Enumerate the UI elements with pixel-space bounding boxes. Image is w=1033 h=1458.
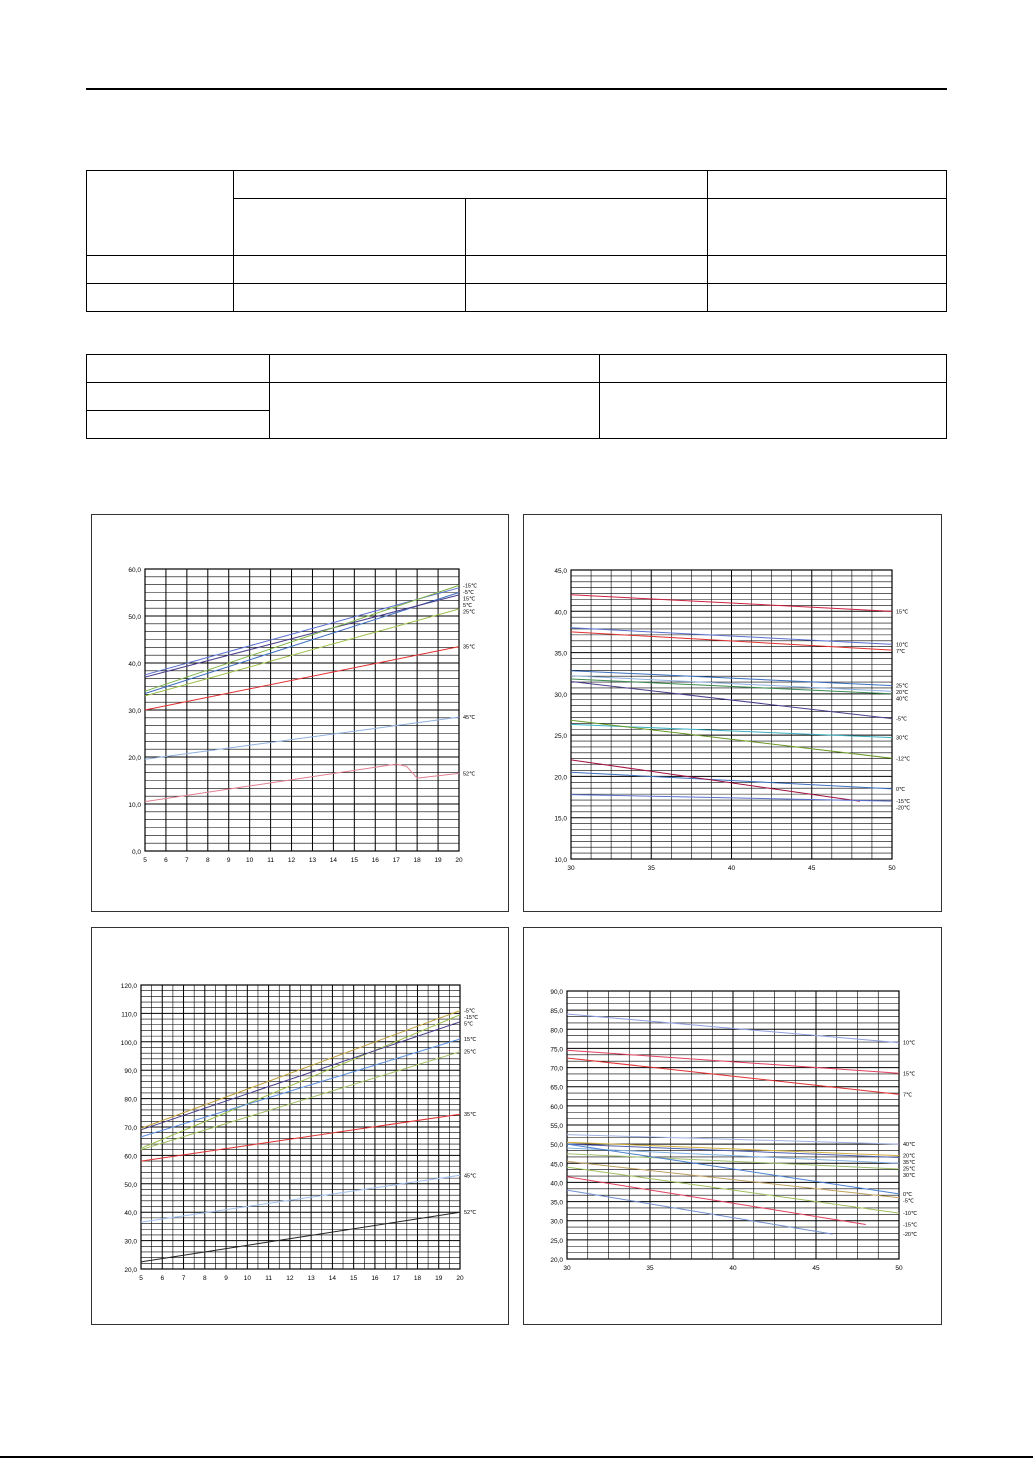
y-tick-label: 35,0 — [554, 650, 567, 658]
y-tick-label: 90,0 — [124, 1068, 137, 1076]
gridlines — [141, 985, 460, 1269]
y-tick-label: 50,0 — [128, 614, 141, 621]
table1-cell — [233, 256, 465, 284]
series-line-3 — [145, 595, 459, 677]
chart-panel-4 — [523, 927, 942, 1325]
series-label: 0℃ — [896, 786, 906, 793]
series-label: 10℃ — [903, 1040, 916, 1047]
y-tick-label: 70,0 — [550, 1065, 563, 1073]
x-tick-label: 10 — [243, 1275, 251, 1282]
x-tick-label: 30 — [563, 1265, 571, 1272]
y-tick-label: 65,0 — [550, 1084, 563, 1092]
x-tick-label: 35 — [646, 1265, 654, 1272]
x-tick-label: 17 — [392, 857, 400, 864]
y-tick-label: 60,0 — [550, 1103, 563, 1111]
x-tick-label: 35 — [647, 865, 655, 872]
series-label: 40℃ — [896, 696, 909, 703]
series-label: 35℃ — [464, 1112, 477, 1119]
series-label: 52℃ — [463, 771, 476, 778]
series-label: -5℃ — [903, 1198, 915, 1205]
series-label: 35℃ — [903, 1160, 916, 1167]
x-tick-label: 6 — [164, 857, 168, 864]
y-tick-label: 85,0 — [550, 1008, 563, 1016]
gridlines — [567, 991, 899, 1259]
x-tick-label: 9 — [226, 857, 231, 864]
series-label: -5℃ — [464, 1008, 476, 1015]
series-label: -5℃ — [463, 589, 475, 596]
y-tick-label: 40,0 — [554, 609, 567, 617]
y-tick-label: 110,0 — [121, 1011, 137, 1019]
series-label: 7℃ — [903, 1092, 913, 1099]
y-tick-label: 75,0 — [550, 1046, 563, 1054]
x-tick-label: 18 — [413, 1275, 422, 1282]
spec-table-2 — [86, 354, 947, 439]
chart-panel-3 — [91, 927, 509, 1325]
y-tick-label: 35,0 — [550, 1199, 563, 1207]
series-label: 7℃ — [896, 648, 906, 655]
x-tick-label: 15 — [350, 1275, 358, 1282]
x-tick-label: 40 — [727, 865, 736, 872]
table1-cell — [708, 171, 947, 199]
series-label: 5℃ — [464, 1021, 474, 1028]
series-line-7 — [145, 717, 459, 759]
series-label: -15℃ — [463, 583, 478, 590]
x-tick-label: 13 — [308, 857, 317, 864]
y-tick-label: 60,0 — [128, 567, 141, 574]
y-tick-label: 30,0 — [128, 708, 141, 715]
y-tick-label: 90,0 — [550, 989, 563, 996]
y-tick-label: 45,0 — [554, 568, 567, 575]
x-tick-label: 16 — [371, 857, 379, 864]
y-tick-label: 20,0 — [124, 1267, 137, 1274]
x-tick-label: 20 — [456, 1275, 464, 1282]
x-tick-label: 45 — [812, 1265, 820, 1272]
series-line-4 — [145, 585, 459, 691]
y-tick-label: 15,0 — [554, 815, 567, 823]
table1-cell — [708, 256, 947, 284]
series-label: -15℃ — [464, 1015, 479, 1022]
series-label: 15℃ — [463, 596, 476, 603]
y-tick-label: 40,0 — [124, 1210, 137, 1218]
x-tick-label: 8 — [205, 857, 210, 864]
x-tick-label: 30 — [567, 865, 575, 872]
table1-cell — [233, 199, 465, 256]
x-tick-label: 50 — [888, 865, 896, 872]
series-label: 25℃ — [903, 1166, 916, 1173]
series-label: 0℃ — [903, 1191, 913, 1198]
x-tick-label: 50 — [895, 1265, 903, 1272]
table1-cell — [87, 284, 234, 312]
x-tick-label: 14 — [329, 857, 338, 864]
series-label: 25℃ — [896, 683, 909, 690]
table1-cell — [87, 171, 234, 256]
x-tick-label: 18 — [413, 857, 421, 864]
y-tick-label: 40,0 — [550, 1180, 563, 1188]
series-label: 15℃ — [464, 1036, 477, 1043]
x-tick-label: 8 — [202, 1275, 207, 1282]
series-line-5 — [145, 609, 459, 696]
y-tick-label: 20,0 — [554, 774, 567, 782]
x-tick-label: 6 — [160, 1275, 165, 1282]
x-tick-label: 16 — [371, 1275, 379, 1282]
x-tick-label: 19 — [434, 857, 442, 864]
x-tick-label: 17 — [392, 1275, 400, 1282]
table1-cell — [708, 284, 947, 312]
table2-cell — [269, 383, 600, 439]
x-tick-label: 7 — [181, 1275, 186, 1282]
table1-cell — [233, 171, 707, 199]
x-tick-label: 12 — [287, 857, 296, 864]
y-tick-label: 10,0 — [554, 857, 567, 864]
x-tick-label: 5 — [139, 1275, 143, 1282]
series-label: 35℃ — [463, 644, 476, 651]
series-label: -20℃ — [903, 1232, 918, 1239]
y-tick-label: 30,0 — [554, 691, 567, 699]
table1-cell — [708, 199, 947, 256]
table2-cell — [87, 411, 270, 439]
series-label: 30℃ — [896, 735, 909, 742]
y-tick-label: 80,0 — [124, 1096, 137, 1104]
table2-cell — [600, 355, 947, 383]
chart-panel-2 — [523, 514, 942, 912]
y-tick-label: 45,0 — [550, 1161, 563, 1169]
x-tick-label: 45 — [808, 865, 816, 872]
x-tick-label: 5 — [143, 857, 147, 864]
series-label: 15℃ — [903, 1071, 916, 1078]
y-tick-label: 50,0 — [550, 1142, 563, 1150]
table1-cell — [465, 284, 708, 312]
table2-cell — [600, 383, 947, 439]
y-tick-label: 30,0 — [124, 1238, 137, 1246]
series-label: -10℃ — [903, 1211, 918, 1218]
y-tick-label: 25,0 — [554, 733, 567, 741]
y-tick-label: 80,0 — [550, 1027, 563, 1035]
series-label: -15℃ — [896, 799, 911, 806]
table2-cell — [87, 383, 270, 411]
y-tick-label: 25,0 — [550, 1237, 563, 1245]
series-label: 52℃ — [464, 1210, 477, 1217]
y-tick-label: 30,0 — [550, 1218, 563, 1226]
x-tick-label: 9 — [224, 1275, 228, 1282]
table1-cell — [465, 199, 708, 256]
series-label: -15℃ — [903, 1222, 918, 1229]
x-tick-label: 13 — [307, 1275, 315, 1282]
gridlines — [145, 569, 459, 851]
table2-cell — [269, 355, 600, 383]
y-tick-label: 10,0 — [128, 802, 141, 809]
line-chart-1 — [92, 515, 508, 911]
series-label: -12℃ — [896, 756, 911, 763]
series-label: -20℃ — [896, 805, 911, 812]
series-label: 25℃ — [464, 1049, 477, 1056]
series-label: 20℃ — [896, 690, 909, 697]
series-label: -5℃ — [896, 716, 908, 723]
x-tick-label: 20 — [455, 857, 463, 864]
series-line-12 — [567, 1177, 866, 1225]
y-tick-label: 70,0 — [124, 1125, 137, 1132]
series-label: 25℃ — [463, 609, 476, 616]
line-chart-4 — [524, 928, 941, 1324]
series-label: 45℃ — [463, 715, 476, 722]
series-label: 20℃ — [903, 1153, 916, 1160]
y-tick-label: 60,0 — [124, 1153, 137, 1161]
series-line-13 — [567, 1190, 833, 1234]
x-tick-label: 7 — [185, 857, 189, 864]
line-chart-2 — [524, 515, 941, 911]
series-label: 30℃ — [903, 1173, 916, 1180]
series-label: 40℃ — [903, 1142, 916, 1149]
table1-cell — [465, 256, 708, 284]
line-chart-3 — [92, 928, 508, 1324]
table1-cell — [233, 284, 465, 312]
series-label: 5℃ — [463, 602, 473, 609]
y-tick-label: 100,0 — [120, 1039, 137, 1047]
page-header-rule — [86, 88, 947, 90]
y-tick-label: 0,0 — [131, 849, 141, 856]
table1-cell — [87, 256, 234, 284]
y-tick-label: 20,0 — [128, 755, 141, 762]
chart-panel-1 — [91, 514, 509, 912]
spec-table-1 — [86, 170, 947, 312]
x-tick-label: 12 — [286, 1275, 294, 1282]
x-tick-label: 14 — [328, 1275, 337, 1282]
gridlines — [571, 570, 892, 859]
x-tick-label: 19 — [435, 1275, 443, 1282]
y-tick-label: 50,0 — [124, 1181, 137, 1189]
y-tick-label: 40,0 — [128, 661, 141, 668]
y-tick-label: 20,0 — [550, 1257, 563, 1264]
table2-cell — [87, 355, 270, 383]
x-tick-label: 40 — [729, 1265, 737, 1272]
x-tick-label: 11 — [267, 857, 274, 864]
x-tick-label: 10 — [246, 857, 254, 864]
y-tick-label: 55,0 — [550, 1123, 563, 1130]
series-label: 15℃ — [896, 609, 909, 616]
series-label: 45℃ — [464, 1173, 477, 1180]
x-tick-label: 11 — [265, 1275, 272, 1282]
x-tick-label: 15 — [350, 857, 358, 864]
series-label: 10℃ — [896, 642, 909, 649]
y-tick-label: 120,0 — [120, 983, 137, 990]
